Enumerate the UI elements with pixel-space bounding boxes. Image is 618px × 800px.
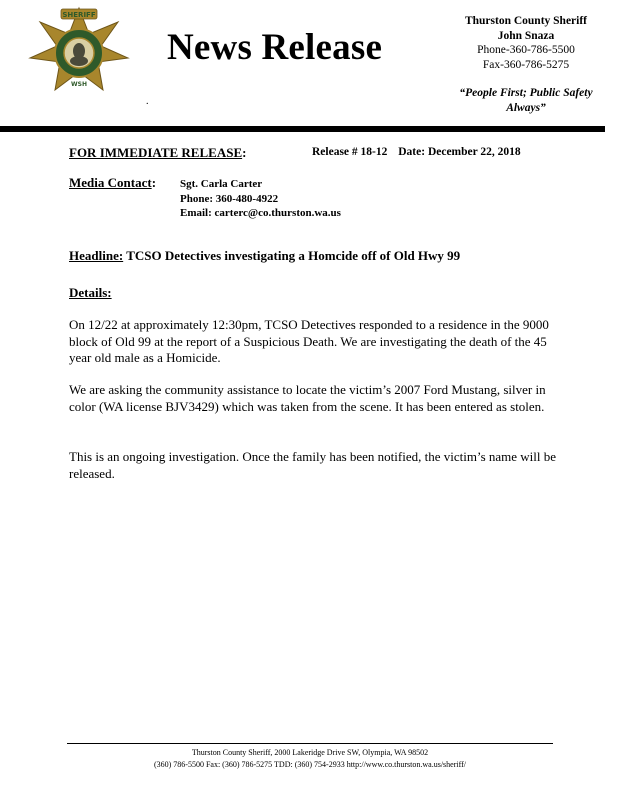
footer [67,747,553,770]
immediate-release-label [69,145,246,161]
immediate-release-colon: : [242,145,247,160]
release-info [312,146,529,158]
media-contact-text: Media Contact [69,175,152,190]
release-date: Date: December 22, 2018 [398,146,521,158]
sheriff-name: John Snaza [497,29,555,42]
agency-motto [446,86,606,116]
details-paragraph-3: This is an ongoing investigation. Once the family has been notified, the victim’s name will be released. [69,449,557,481]
sheriff-badge-logo [28,6,130,92]
contact-name: Sgt. Carla Carter [180,178,263,190]
svg-text:SHERIFF: SHERIFF [62,11,96,19]
agency-name: Thurston County Sheriff [464,15,588,27]
details-label: Details: [69,285,112,300]
media-contact-label [69,175,156,191]
headline-label: Headline: [69,248,124,263]
header-divider [0,126,605,132]
headline [69,248,460,264]
details-paragraph-2: We are asking the community assistance to locate the victim’s 2007 Ford Mustang, silver in color (WA license BJV3429) which was taken from the scene. It has been entered as stolen. [69,382,546,414]
agency-phone: Phone-360-786-5500 [477,44,575,56]
release-number: Release # 18-12 [312,146,388,158]
contact-phone: Phone: 360-480-4922 [180,192,279,205]
page-title: News Release [167,27,383,68]
footer-address: Thurston County Sheriff, 2000 Lakeridge Drive SW, Olympia, WA 98502 [191,748,429,757]
svg-text:WSH: WSH [71,81,87,88]
motto-line-1: “People First; Public Safety [459,87,593,99]
motto-line-2: Always” [506,102,546,114]
stray-dot: . [146,96,149,107]
agency-fax: Fax-360-786-5275 [482,58,570,71]
headline-text: TCSO Detectives investigating a Homcide off of Old Hwy 99 [126,248,461,263]
star-badge-icon [28,6,130,92]
contact-email: Email: carterc@co.thurston.wa.us [180,207,341,219]
media-contact-details [180,177,341,221]
agency-contact-block [446,14,606,72]
media-contact-colon: : [151,175,157,190]
footer-divider [67,743,553,744]
details-paragraph-1: On 12/22 at approximately 12:30pm, TCSO Detectives responded to a residence in the 9000 block of Old 99 at the report of a Suspicious Death. We are investigating the death of the 45 year old male as a Homicide. [69,317,549,365]
immediate-release-text: FOR IMMEDIATE RELEASE [69,145,243,160]
footer-contacts: (360) 786-5500 Fax: (360) 786-5275 TDD: (360) 754-2933 http://www.co.thurston.wa.us/sheriff/ [153,759,467,769]
